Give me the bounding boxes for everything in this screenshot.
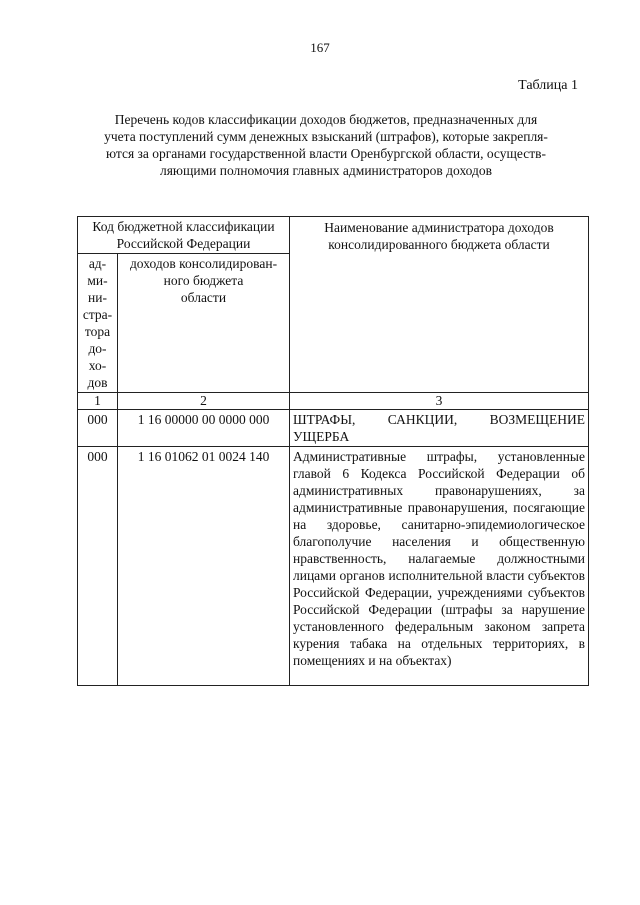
- page-number: 167: [310, 40, 330, 55]
- revenue-code-cell: 1 16 00000 00 0000 000: [118, 410, 290, 447]
- column-number: 2: [118, 393, 290, 410]
- revenue-codes-table: [77, 216, 589, 686]
- header-admin-code: ад- ми- ни- стра- тора до- хо- дов: [78, 254, 118, 393]
- header-admin-name: Наименование администратора доходов консолидированного бюджета области: [290, 217, 589, 393]
- admin-code-cell: 000: [78, 410, 118, 447]
- admin-name-cell: ШТРАФЫ, САНКЦИИ, ВОЗМЕЩЕНИЕ УЩЕРБА: [290, 410, 589, 447]
- revenue-code-cell: 1 16 01062 01 0024 140: [118, 447, 290, 686]
- table-row: [78, 447, 589, 686]
- admin-name-cell: Административные штрафы, установленные главой 6 Кодекса Российской Федерации об административных правонарушениях, за административные правонарушения, посягающие на здоровье, санитарно-эпидемиологическое благополучие населения и общественную нравственность, налагаемые должностными лицами органов исполнительной власти субъектов Российской Федерации, учреждениями субъектов Российской Федерации (штрафы за нарушение установленного федеральным законом запрета курения табака на отдельных территориях, в помещениях и на объектах): [290, 447, 589, 686]
- title-line: ются за органами государственной власти Оренбургской области, осуществ-: [106, 146, 546, 161]
- title-line: Перечень кодов классификации доходов бюджетов, предназначенных для: [114, 112, 538, 127]
- column-numbers-row: [78, 393, 589, 410]
- column-number: 1: [78, 393, 118, 410]
- header-budget-code: Код бюджетной классификации Российской Федерации: [78, 217, 290, 254]
- table-row: [78, 410, 589, 447]
- header-revenue-code: доходов консолидирован- ного бюджета области: [118, 254, 290, 393]
- title-line: учета поступлений сумм денежных взысканий (штрафов), которые закрепля-: [104, 129, 548, 144]
- document-title: [84, 111, 568, 179]
- title-line: ляющими полномочия главных администраторов доходов: [159, 163, 493, 178]
- table-label: Таблица 1: [518, 78, 578, 93]
- column-number: 3: [290, 393, 589, 410]
- table-header-row: [78, 217, 589, 254]
- admin-code-cell: 000: [78, 447, 118, 686]
